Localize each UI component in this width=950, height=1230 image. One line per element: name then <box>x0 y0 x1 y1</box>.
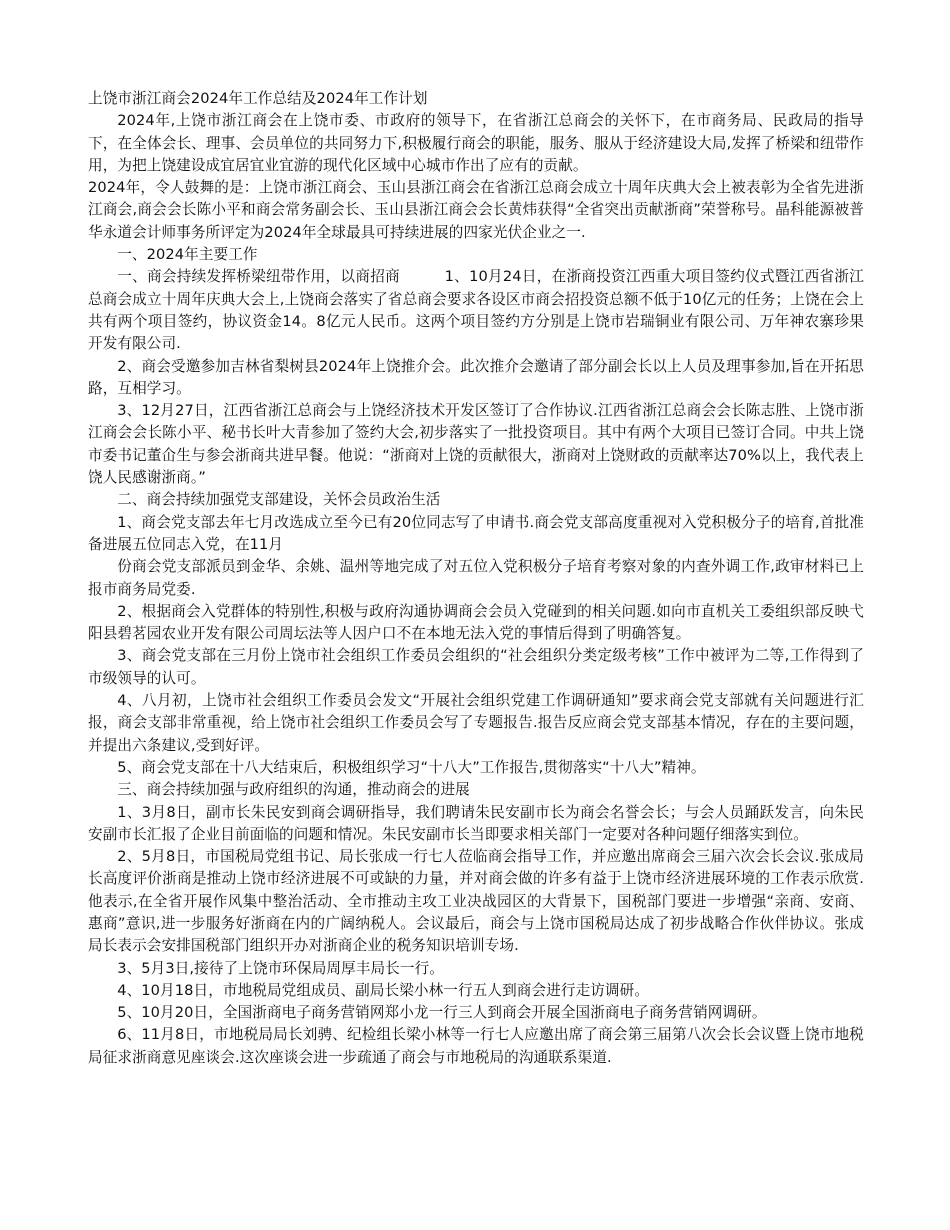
paragraph: 一、商会持续发挥桥梁纽带作用，以商招商 1、10月24日，在浙商投资江西重大项目签约仪式暨江西省浙江总商会成立十周年庆典大会上,上饶商会落实了省总商会要求各设区市商会招投资总额不低于10亿元的任务；上饶在会上共有两个项目签约，协议资金14。8亿元人民币。这两个项目签约方分别是上饶市岩瑞铜业有限公司、万年神农寨珍果开发有限公司. <box>88 268 864 353</box>
paragraph: 二、商会持续加强党支部建设，关怀会员政治生活 <box>117 491 441 509</box>
paragraph: 3、12月27日，江西省浙江总商会与上饶经济技术开发区签订了合作协议.江西省浙江总商会会长陈志胜、上饶市浙江商会会长陈小平、秘书长叶大青参加了签约大会,初步落实了一批投资项目。其中有两个大项目已签订合同。中共上饶市委书记董仚生与参会浙商共进早餐。他说：“浙商对上饶的贡献很大，浙商对上饶财政的贡献率达70%以上，我代表上饶人民感谢浙商。” <box>88 402 864 487</box>
paragraph: 1、商会党支部去年七月改选成立至今已有20位同志写了申请书.商会党支部高度重视对入党积极分子的培育,首批准备进展五位同志入党，在11月 <box>88 513 864 553</box>
document-title: 上饶市浙江商会2024年工作总结及2024年工作计划 <box>88 90 428 107</box>
paragraph: 2、5月8日，市国税局党组书记、局长张成一行七人莅临商会指导工作，并应邀出席商会三届六次会长会议.张成局长高度评价浙商是推动上饶市经济进展不可或缺的力量，并对商会做的许多有益于上饶市经济进展环境的工作表示欣赏.他表示,在全省开展作风集中整治活动、全市推动主攻工业决战园区的大背景下，国税部门要进一步增强“亲商、安商、惠商”意识,进一步服务好浙商在内的广阔纳税人。会议最后，商会与上饶市国税局达成了初步战略合作伙伴协议。张成局长表示会安排国税部门组织开办对浙商企业的税务知识培训专场. <box>88 848 864 955</box>
paragraph-list <box>88 110 864 1069</box>
paragraph: 1、3月8日，副市长朱民安到商会调研指导，我们聘请朱民安副市长为商会名誉会长；与会人员踊跃发言，向朱民安副市长汇报了企业目前面临的问题和情况。朱民安副市长当即要求相关部门一定要对各种问题仔细落实到位。 <box>88 803 864 843</box>
paragraph: 2、根据商会入党群体的特别性,积极与政府沟通协调商会会员入党碰到的相关问题.如向市直机关工委组织部反映弋阳县碧茗园农业开发有限公司周坛法等人因户口不在本地无法入党的事情后得到了明确答复。 <box>88 602 864 643</box>
paragraph: 5、商会党支部在十八大结束后，积极组织学习“十八大”工作报告,贯彻落实“十八大”精神。 <box>117 758 706 776</box>
paragraph: 2024年,上饶市浙江商会在上饶市委、市政府的领导下，在省浙江总商会的关怀下，在市商务局、民政局的指导下，在全体会长、理事、会员单位的共同努力下,积极履行商会的职能，服务、服从于经济建设大局,发挥了桥梁和纽带作用，为把上饶建设成宜居宜业宜游的现代化区域中心城市作出了应有的贡献。 <box>88 112 864 174</box>
paragraph: 一、2024年主要工作 <box>117 246 258 264</box>
paragraph: 三、商会持续加强与政府组织的沟通，推动商会的进展 <box>117 781 470 799</box>
paragraph: 2024年，令人鼓舞的是：上饶市浙江商会、玉山县浙江商会在省浙江总商会成立十周年庆典大会上被表彰为全省先进浙江商会,商会会长陈小平和商会常务副会长、玉山县浙江商会会长黄炜获得“全省突出贡献浙商”荣誉称号。晶科能源被普华永道会计师事务所评定为2024年全球最具可持续进展的四家光伏企业之一. <box>88 179 864 241</box>
paragraph: 2、商会受邀参加吉林省梨树县2024年上饶推介会。此次推介会邀请了部分副会长以上人员及理事参加,旨在开拓思路，互相学习。 <box>88 357 864 397</box>
paragraph: 4、10月18日，市地税局党组成员、副局长梁小林一行五人到商会进行走访调研。 <box>117 981 650 999</box>
paragraph: 5、10月20日，全国浙商电子商务营销网郑小龙一行三人到商会开展全国浙商电子商务营销网调研。 <box>117 1004 767 1022</box>
paragraph: 3、商会党支部在三月份上饶市社会组织工作委员会组织的“社会组织分类定级考核”工作中被评为二等,工作得到了市级领导的认可。 <box>88 647 864 687</box>
paragraph: 3、5月3日,接待了上饶市环保局周厚丰局长一行。 <box>117 959 444 977</box>
paragraph: 6、11月8日，市地税局局长刘骋、纪检组长梁小林等一行七人应邀出席了商会第三届第八次会长会议暨上饶市地税局征求浙商意见座谈会.这次座谈会进一步疏通了商会与市地税局的沟通联系渠道. <box>88 1026 864 1066</box>
paragraph: 份商会党支部派员到金华、余姚、温州等地完成了对五位入党积极分子培育考察对象的内查外调工作,政审材料已上报市商务局党委. <box>88 558 864 598</box>
paragraph: 4、八月初，上饶市社会组织工作委员会发文“开展社会组织党建工作调研通知”要求商会党支部就有关问题进行汇报，商会支部非常重视，给上饶市社会组织工作委员会写了专题报告.报告反应商会党支部基本情况，存在的主要问题，并提出六条建议,受到好评。 <box>88 692 864 754</box>
document-body <box>88 88 864 1069</box>
